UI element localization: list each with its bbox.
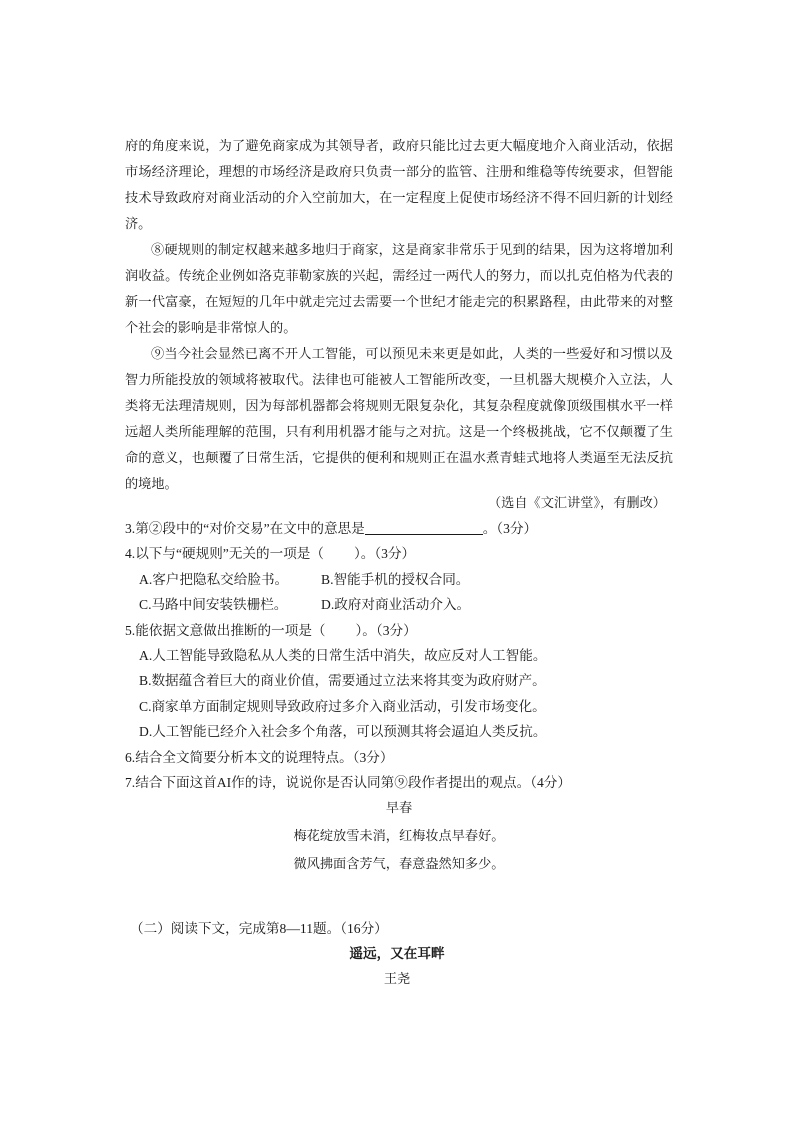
question-4-score: ）。（3分） bbox=[353, 546, 416, 562]
option-b: B.数据蕴含着巨大的商业价值，需要通过立法来将其变为政府财产。 bbox=[139, 673, 546, 689]
article-title: 遥远，又在耳畔 bbox=[349, 946, 445, 962]
ai-poem bbox=[125, 795, 673, 879]
question-4-options-row-2 bbox=[125, 592, 685, 617]
option-b: B.智能手机的授权合同。 bbox=[321, 571, 470, 587]
poem-line: 微风拂面含芳气，春意盎然知多少。 bbox=[293, 857, 505, 872]
question-3-score: 。（3分） bbox=[482, 521, 538, 536]
option-d: D.政府对商业活动介入。 bbox=[321, 597, 471, 613]
option-a: A.客户把隐私交给脸书。 bbox=[139, 571, 289, 587]
reading-passage bbox=[125, 134, 673, 498]
poem-line: 梅花绽放雪未消，红梅妆点早春好。 bbox=[293, 829, 505, 844]
question-3-text: 3.第②段中的“对价交易”在文中的意思是 bbox=[125, 521, 365, 536]
poem-title: 早春 bbox=[385, 801, 413, 816]
question-list bbox=[125, 516, 685, 795]
question-4-options-row-1 bbox=[125, 567, 685, 592]
answer-blank bbox=[365, 520, 483, 535]
question-4 bbox=[125, 541, 685, 566]
question-5-text: 5.能依据文意做出推断的一项是（ bbox=[125, 622, 326, 638]
passage-paragraph-8: ⑧硬规则的制定权越来越多地归于商家，这是商家非常乐于见到的结果，因为这将增加利润收益。传统企业例如洛克菲勒家族的兴起，需经过一两代人的努力，而以扎克伯格为代表的新一代富豪，在短短的几年中就走完过去需要一个世纪才能走完的积累路程，由此带来的对整个社会的影响是非常惊人的。 bbox=[125, 243, 673, 336]
passage-paragraph-continued: 府的角度来说，为了避免商家成为其领导者，政府只能比过去更大幅度地介入商业活动，依据市场经济理论，理想的市场经济是政府只负责一部分的监管、注册和维稳等传统要求，但智能技术导致政府对商业活动的介入空前加大，在一定程度上促使市场经济不得不回归新的计划经济。 bbox=[125, 139, 673, 232]
article-author: 王尧 bbox=[383, 972, 411, 987]
option-a: A.人工智能导致隐私从人类的日常生活中消失，故应反对人工智能。 bbox=[139, 648, 547, 664]
passage-paragraph-9: ⑨当今社会显然已离不开人工智能，可以预见未来更是如此，人类的一些爱好和习惯以及智力所能投放的领域将被取代。法律也可能被人工智能所改变，一旦机器大规模介入立法，人类将无法理清规则，因为每部机器都会将规则无限复杂化，其复杂程度就像顶级围棋水平一样远超人类所能理解的范围，只有利用机器才能与之对抗。这是一个终极挑战，它不仅颠覆了生命的意义，也颠覆了日常生活，它提供的便利和规则正在温水煮青蛙式地将人类逼至无法反抗的境地。 bbox=[125, 347, 673, 492]
option-c: C.商家单方面制定规则导致政府过多介入商业活动，引发市场变化。 bbox=[139, 698, 546, 714]
question-3 bbox=[125, 516, 685, 541]
option-c: C.马路中间安装铁栅栏。 bbox=[139, 597, 288, 613]
question-5-score: ）。（3分） bbox=[355, 622, 417, 638]
question-4-text: 4.以下与“硬规则”无关的一项是（ bbox=[125, 546, 324, 562]
section-2-heading: （二）阅读下文，完成第8—11题。（16分） bbox=[130, 921, 388, 936]
question-7: 7.结合下面这首AI作的诗，说说你是否认同第⑨段作者提出的观点。（4分） bbox=[125, 775, 571, 791]
option-d: D.人工智能已经介入社会多个角落，可以预测其将会逼迫人类反抗。 bbox=[139, 724, 547, 740]
passage-source: （选自《文汇讲堂》，有删改） bbox=[487, 496, 666, 511]
question-6: 6.结合全文简要分析本文的说理特点。（3分） bbox=[125, 749, 394, 765]
question-5 bbox=[125, 618, 685, 643]
